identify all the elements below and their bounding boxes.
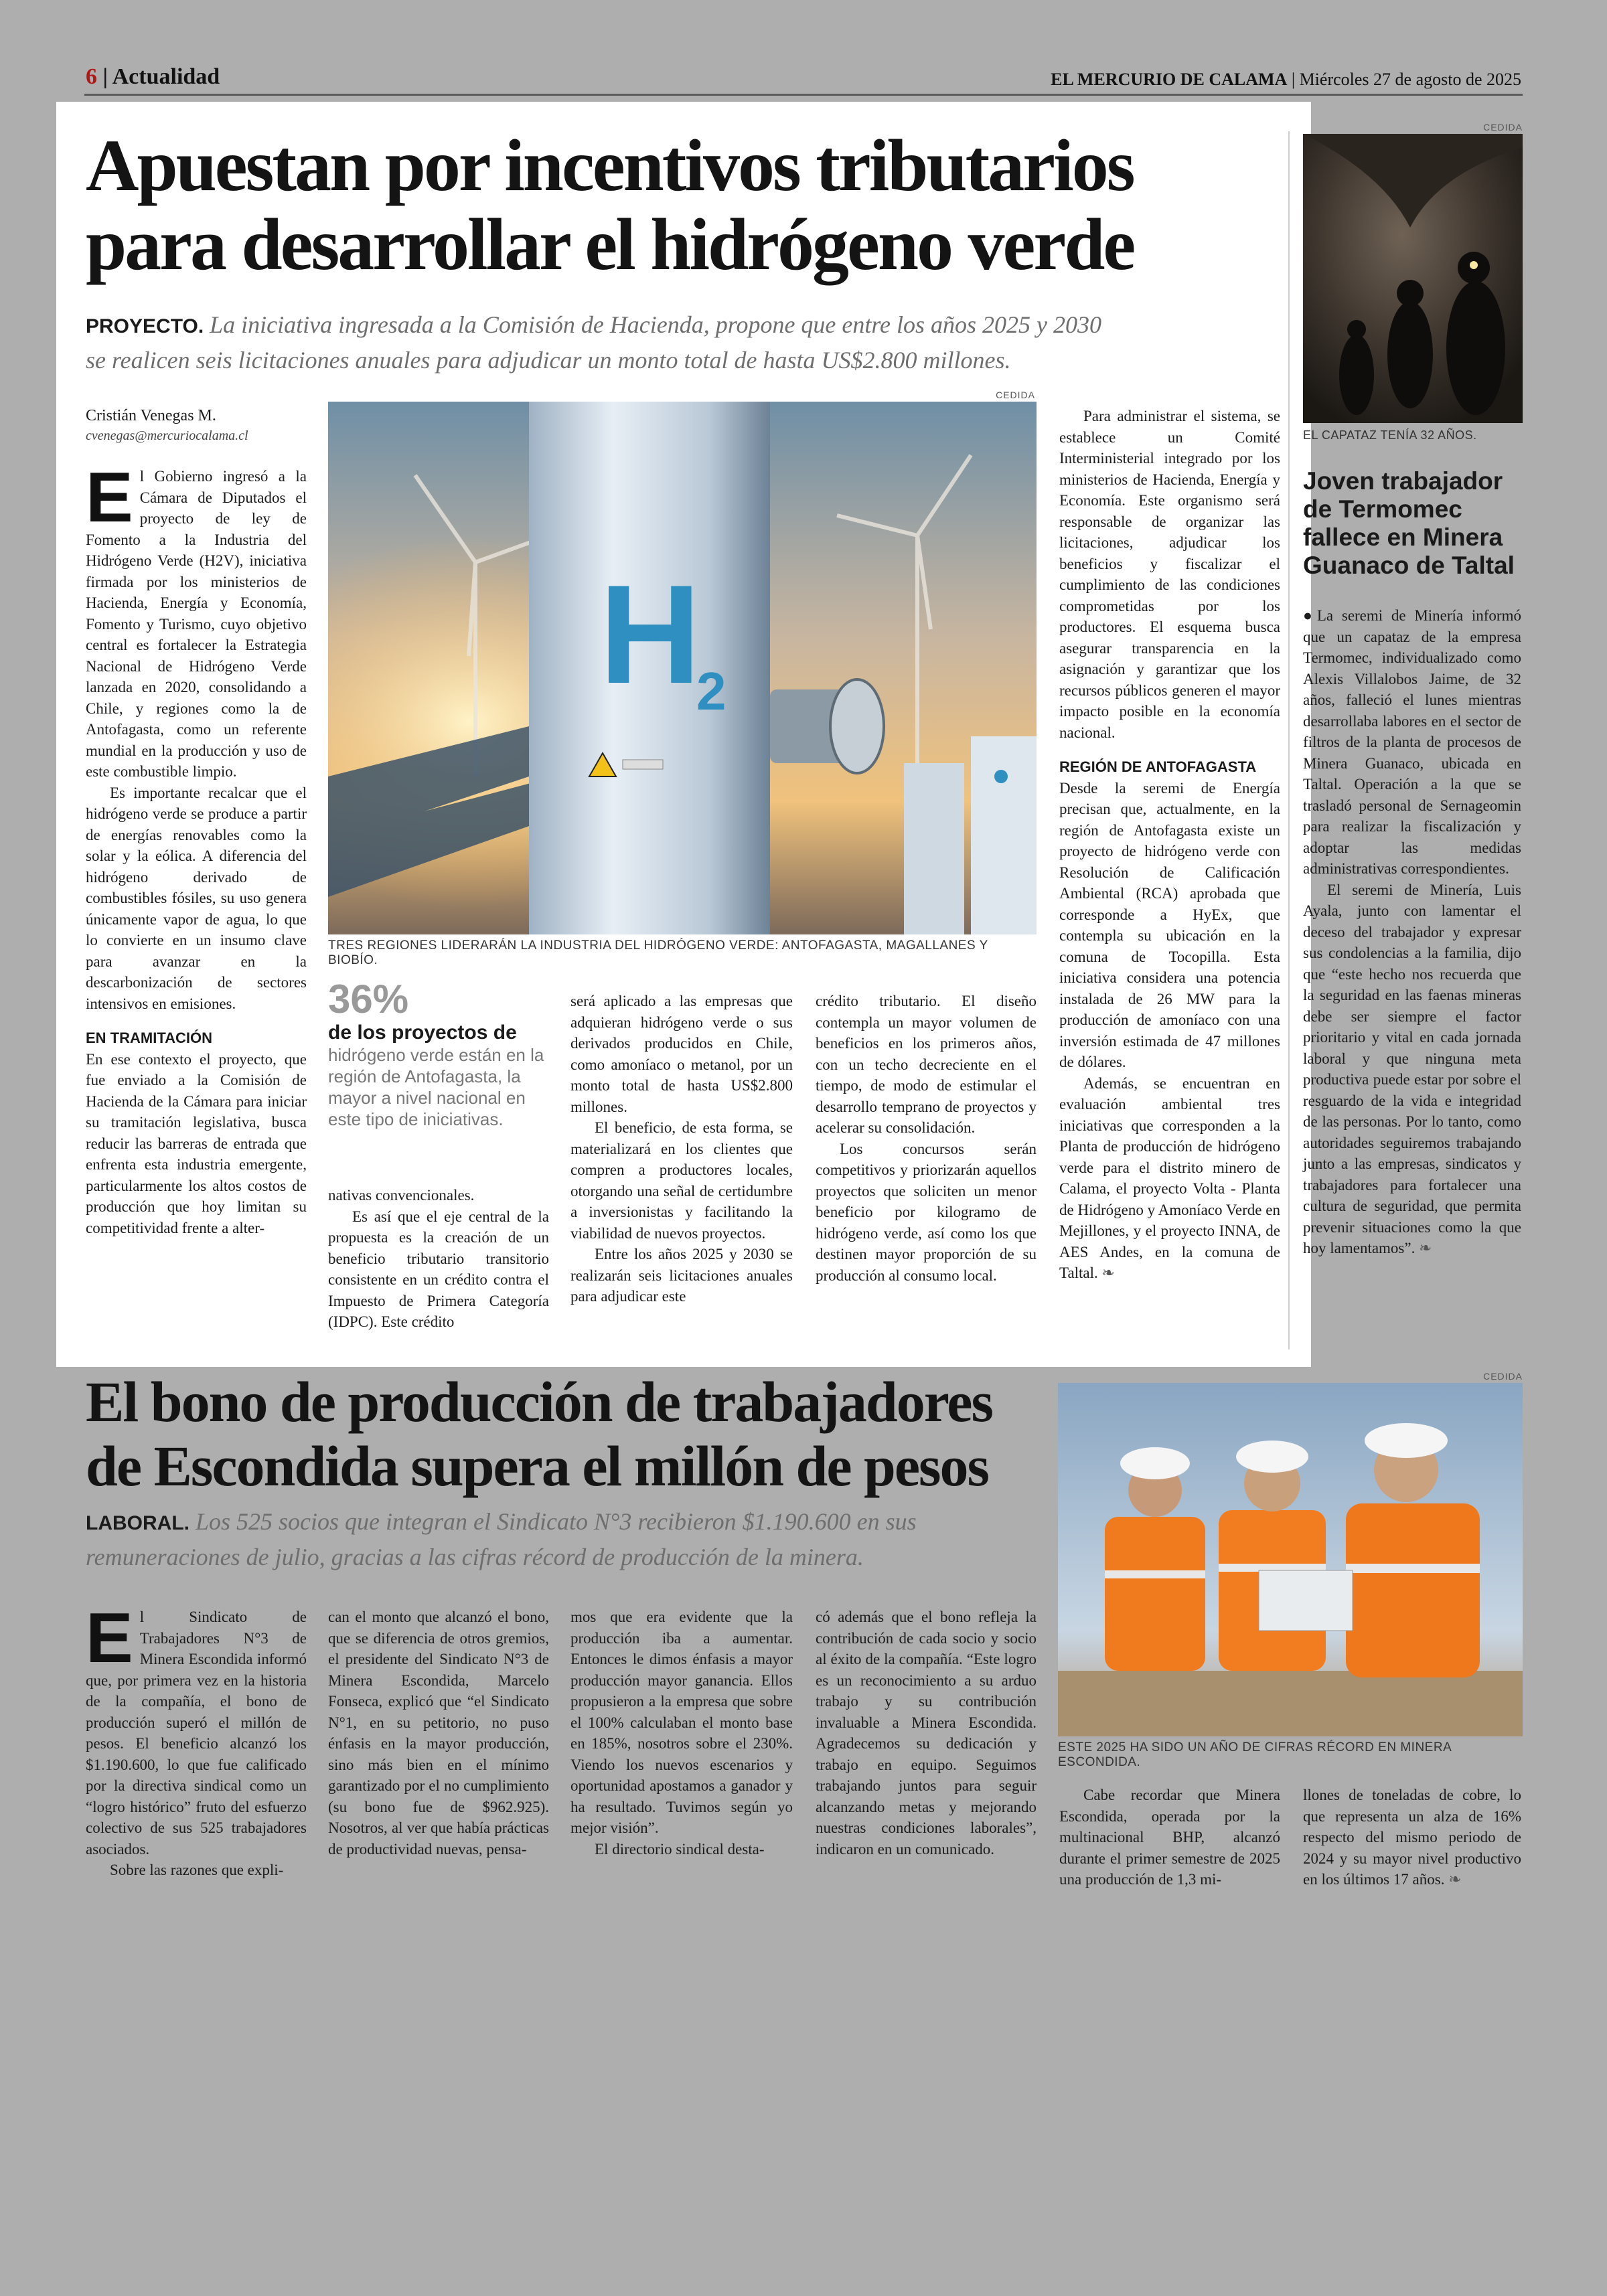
article1-headline-line: para desarrollar el hidrógeno verde [86, 203, 1134, 285]
sidebar-rule [1288, 131, 1290, 1349]
article2-headline-line: de Escondida supera el millón de pesos [86, 1434, 988, 1498]
article2-column-1 [86, 1598, 307, 1881]
subheading: REGIÓN DE ANTOFAGASTA [1059, 758, 1257, 775]
svg-text:H: H [599, 556, 701, 713]
paragraph: El directorio sindical desta- [595, 1840, 765, 1858]
subheading: EN TRAMITACIÓN [86, 1030, 213, 1046]
article2-column-4 [816, 1607, 1037, 1860]
article1-lead [86, 308, 1291, 377]
article1-lead-text: se realicen seis licitaciones anuales para adjudicar un monto total de hasta US$2.800 millones. [86, 347, 1011, 374]
article1-kicker: PROYECTO. [86, 315, 204, 337]
paragraph: mos que era evidente que la producción iba a aumentar. Entonces le dimos énfasis a mayor producción mayor ganancia. Ellos propusieron a la empresa que sobre el 100% calculaban el monto base en 185%, nosotros sobre el 230%. Viendo los nuevos escenarios y oportunidad apostamos a ganador y ha resultado. Tuvimos según yo mejor visión”. [570, 1609, 793, 1836]
miners-photo [1058, 1383, 1523, 1736]
article1-headline-line: Apuestan por incentivos tributarios [86, 125, 1134, 206]
article1-column-3 [570, 991, 793, 1307]
byline-author: Cristián Venegas M. [86, 407, 216, 424]
paragraph: có además que el bono refleja la contribución de cada socio y socio al éxito de la compañía. “Este logro es un reconocimiento a su arduo trabajo y su contribución invaluable a Minera Escondida. Agradecemos su dedicación y trabajo en equipo. Seguimos trabajando juntos para seguir alcanzando metas y mejorando nuestras condiciones laborales”, indicaron en un comunicado. [816, 1609, 1037, 1858]
paragraph: Los concursos serán competitivos y priorizarán aquellos proyectos que soliciten un menor beneficio por kilogramo de hidrógeno verde, así como los que destinen mayor proporción de su producción al consumo local. [816, 1140, 1037, 1284]
drop-cap: E [86, 1598, 133, 1677]
drop-cap: E [86, 458, 133, 537]
article2-lead-text: Los 525 socios que integran el Sindicato N°3 recibieron $1.190.600 en sus [195, 1508, 917, 1535]
paragraph-text: El seremi de Minería, Luis Ayala, junto con lamentar el deceso del trabajador y expresar sus condolencias a la familia, dijo que “este hecho nos recuerda que la seguridad en las faenas mineras debe ser siempre el factor prioritario y vital en cada jornada laboral y que ninguna meta productiva puede estar por sobre el resguardo de la vida e integridad de las personas. Por lo tanto, como autoridades seguiremos trabajando junto a las empresas, sindicatos y trabajadores para fortalecer una cultura de seguridad, que permita prevenir situaciones como la que hoy lamentamos”. [1303, 881, 1521, 1256]
mine-tunnel-photo [1303, 134, 1523, 423]
article2-photo-caption: ESTE 2025 HA SIDO UN AÑO DE CIFRAS RÉCORD EN MINERA ESCONDIDA. [1058, 1740, 1452, 1769]
article2-column-2 [328, 1607, 549, 1860]
paragraph: El beneficio, de esta forma, se materializará en los clientes que compren a productores locales, otorgando una señal de certidumbre a inversionistas y facilitando la viabilidad de nuevos proyectos. [570, 1119, 793, 1242]
sidebar-headline: Joven trabajador de Termomec fallece en Minera Guanaco de Taltal [1303, 467, 1515, 579]
section-name: Actualidad [112, 64, 220, 89]
paragraph: Desde la seremi de Energía precisan que, actualmente, en la región de Antofagasta existe un proyecto de hidrógeno verde con Resolución de Calificación Ambiental (RCA) aprobada que corresponde a HyEx, que contempla su ubicación en la comuna de Tocopilla. Esta iniciativa considera una potencia instalada de 26 MW para la producción de amoníaco con una inversión estimada de 47 millones de dólares. [1059, 779, 1280, 1070]
stat-box [328, 977, 549, 1130]
paragraph [1303, 605, 1521, 880]
paragraph: crédito tributario. El diseño contempla un mayor volumen de beneficios en los primeros años, con un techo decreciente en el tiempo, de modo de estimular el desarrollo temprano de proyectos y acelerar su consolidación. [816, 993, 1037, 1136]
header-separator: | [102, 64, 112, 89]
hydrogen-tank-photo [328, 402, 1037, 934]
paragraph [1059, 1073, 1280, 1284]
article1-column-4 [816, 991, 1037, 1286]
article1-column-2 [328, 1185, 549, 1333]
end-of-article-icon: ❧ [1419, 1240, 1432, 1256]
article2-column-5 [1059, 1785, 1280, 1890]
page-number: 6 [86, 64, 97, 89]
stat-text: hidrógeno verde están en la región de Antofagasta, la mayor a nivel nacional en este tipo de iniciativas. [328, 1045, 544, 1129]
sidebar-photo-caption: EL CAPATAZ TENÍA 32 AÑOS. [1303, 428, 1477, 442]
paragraph [1303, 880, 1521, 1259]
dateline-separator: | [1291, 70, 1300, 89]
paragraph [1303, 1785, 1521, 1890]
paragraph: Es así que el eje central de la propuesta es la creación de un beneficio tributario transitorio consistente en un crédito contra el Impuesto de Primera Categoría (IDPC). Este crédito [328, 1208, 549, 1330]
end-of-article-icon: ❧ [1448, 1871, 1462, 1888]
article2-column-6 [1303, 1785, 1521, 1890]
article1-photo-caption: TRES REGIONES LIDERARÁN LA INDUSTRIA DEL HIDRÓGENO VERDE: ANTOFAGASTA, MAGALLANES Y BIOBÍO. [328, 938, 988, 967]
stat-value: 36% [328, 977, 409, 1021]
issue-date: Miércoles 27 de agosto de 2025 [1299, 70, 1521, 89]
sidebar-body [1303, 605, 1521, 1259]
article2-headline-line: El bono de producción de trabajadores [86, 1370, 992, 1434]
newspaper-dateline [1051, 70, 1521, 90]
article2-headline [86, 1370, 992, 1498]
paragraph: nativas convencionales. [328, 1187, 475, 1204]
paragraph: Entre los años 2025 y 2030 se realizarán seis licitaciones anuales para adjudicar este [570, 1246, 793, 1305]
mine-tunnel-illustration [1303, 134, 1523, 423]
paragraph: can el monto que alcanzó el bono, que se diferencia de otros gremios, el presidente del Sindicato N°3 de Minera Escondida, Marcelo Fonseca, explicó que “el Sindicato N°1, en su petitorio, no puso énfasis en la mayor producción, sino más bien en el mínimo garantizado por el no cumplimiento (su bono fue de $962.925). Nosotros, al ver que había prácticas de productividad nuevas, pensa- [328, 1609, 549, 1858]
paragraph: Es importante recalcar que el hidrógeno verde se produce a partir de energías renovables como la solar y la eólica. A diferencia del hidrógeno derivado de combustibles fósiles, su uso genera únicamente vapor de agua, lo que lo convierte en un insumo clave para avanzar en la descarbonización de sectores intensivos en emisiones. [86, 784, 307, 1012]
page-section-header [86, 64, 220, 90]
bullet-icon: ● [1303, 607, 1317, 624]
header-rule [84, 94, 1523, 96]
article1-column-5 [1059, 406, 1280, 1284]
paragraph: l Gobierno ingresó a la Cámara de Diputados el proyecto de ley de Fomento a la Industria del Hidrógeno Verde (H2V), iniciativa firmada por los ministerios de Hacienda, Energía y Economía, Fomento y Turismo, cuyo objetivo central es fortalecer la Estrategia Nacional de Hidrógeno Verde lanzada en 2020, consolidando a Chile, y regiones como la de Antofagasta, como un referente mundial en la producción y uso de este combustible limpio. [86, 468, 307, 780]
hydrogen-tank-illustration [328, 402, 1037, 934]
article2-photo-credit: CEDIDA [1483, 1371, 1523, 1382]
article1-column-1 [86, 406, 307, 1238]
sidebar-photo-credit: CEDIDA [1483, 122, 1523, 133]
paragraph: Sobre las razones que expli- [110, 1862, 284, 1878]
paragraph-text: Además, se encuentran en evaluación ambiental tres iniciativas que corresponden a la Planta de producción de hidrógeno verde para el distrito minero de Calama, el proyecto Volta - Planta de Hidrógeno y Amoníaco Verde en Mejillones, y el proyecto INNA, de AES Andes, en la comuna de Taltal. [1059, 1074, 1280, 1281]
article1-headline [86, 126, 1134, 284]
end-of-article-icon: ❧ [1101, 1264, 1115, 1281]
paragraph: Cabe recordar que Minera Escondida, operada por la multinacional BHP, alcanzó durante el primer semestre de 2025 una producción de 1,3 mi- [1059, 1787, 1280, 1888]
photo-credit: CEDIDA [996, 390, 1035, 400]
article2-lead [86, 1505, 1037, 1574]
paragraph: será aplicado a las empresas que adquieran hidrógeno verde o sus derivados producidos en Chile, como amoníaco o metanol, por un monto total de hasta US$2.800 millones. [570, 993, 793, 1115]
paragraph-text: La seremi de Minería informó que un capataz de la empresa Termomec, individualizado como Alexis Villalobos Jaime, de 32 años, falleció el lunes mientras desarrollaba labores en el sector de filtros de la planta de procesos de Minera Guanaco, ubicada en Taltal. Operación a la que se trasladó personal de Sernageomin para realizar la fiscalización y adoptar las medidas administrativas correspondientes. [1303, 607, 1521, 877]
stat-title: de los proyectos de [328, 1021, 517, 1044]
paragraph-text: llones de toneladas de cobre, lo que representa un alza de 16% respecto del mismo periodo de 2024 y su mayor nivel productivo en los últimos 17 años. [1303, 1787, 1521, 1888]
newspaper-name: EL MERCURIO DE CALAMA [1051, 70, 1288, 89]
article1-lead-text: La iniciativa ingresada a la Comisión de Hacienda, propone que entre los años 2025 y 2030 [210, 311, 1102, 338]
article2-kicker: LABORAL. [86, 1512, 189, 1534]
byline-email: cvenegas@mercuriocalama.cl [86, 428, 248, 443]
paragraph: l Sindicato de Trabajadores N°3 de Minera Escondida informó que, por primera vez en la historia de la compañía, el bono de producción superó el millón de pesos. El beneficio alcanzó los $1.190.600, lo que fue calificado por la directiva sindical como un “logro histórico” fruto del esfuerzo colectivo de sus 525 trabajadores asociados. [86, 1609, 307, 1858]
paragraph: En ese contexto el proyecto, que fue enviado a la Comisión de Hacienda de la Cámara para iniciar su tramitación legislativa, busca reducir las barreras de entrada que enfrenta esta industria emergente, particularmente los altos costos de producción que hoy limitan su competitividad frente a alter- [86, 1050, 307, 1236]
paragraph: Para administrar el sistema, se establece un Comité Interministerial integrado por los ministerios de Hacienda, Energía y Economía. Este organismo será responsable de organizar las licitaciones, adjudicar los beneficios y fiscalizar el cumplimiento de las condiciones comprometidas por los productores. El esquema busca asegurar transparencia en la asignación y garantizar que los recursos públicos generen el mayor impacto posible en la economía nacional. [1059, 408, 1280, 741]
svg-text:2: 2 [696, 661, 726, 721]
miners-illustration [1058, 1383, 1523, 1736]
article2-lead-text: remuneraciones de julio, gracias a las cifras récord de producción de la minera. [86, 1544, 864, 1570]
article2-column-3 [570, 1607, 793, 1860]
